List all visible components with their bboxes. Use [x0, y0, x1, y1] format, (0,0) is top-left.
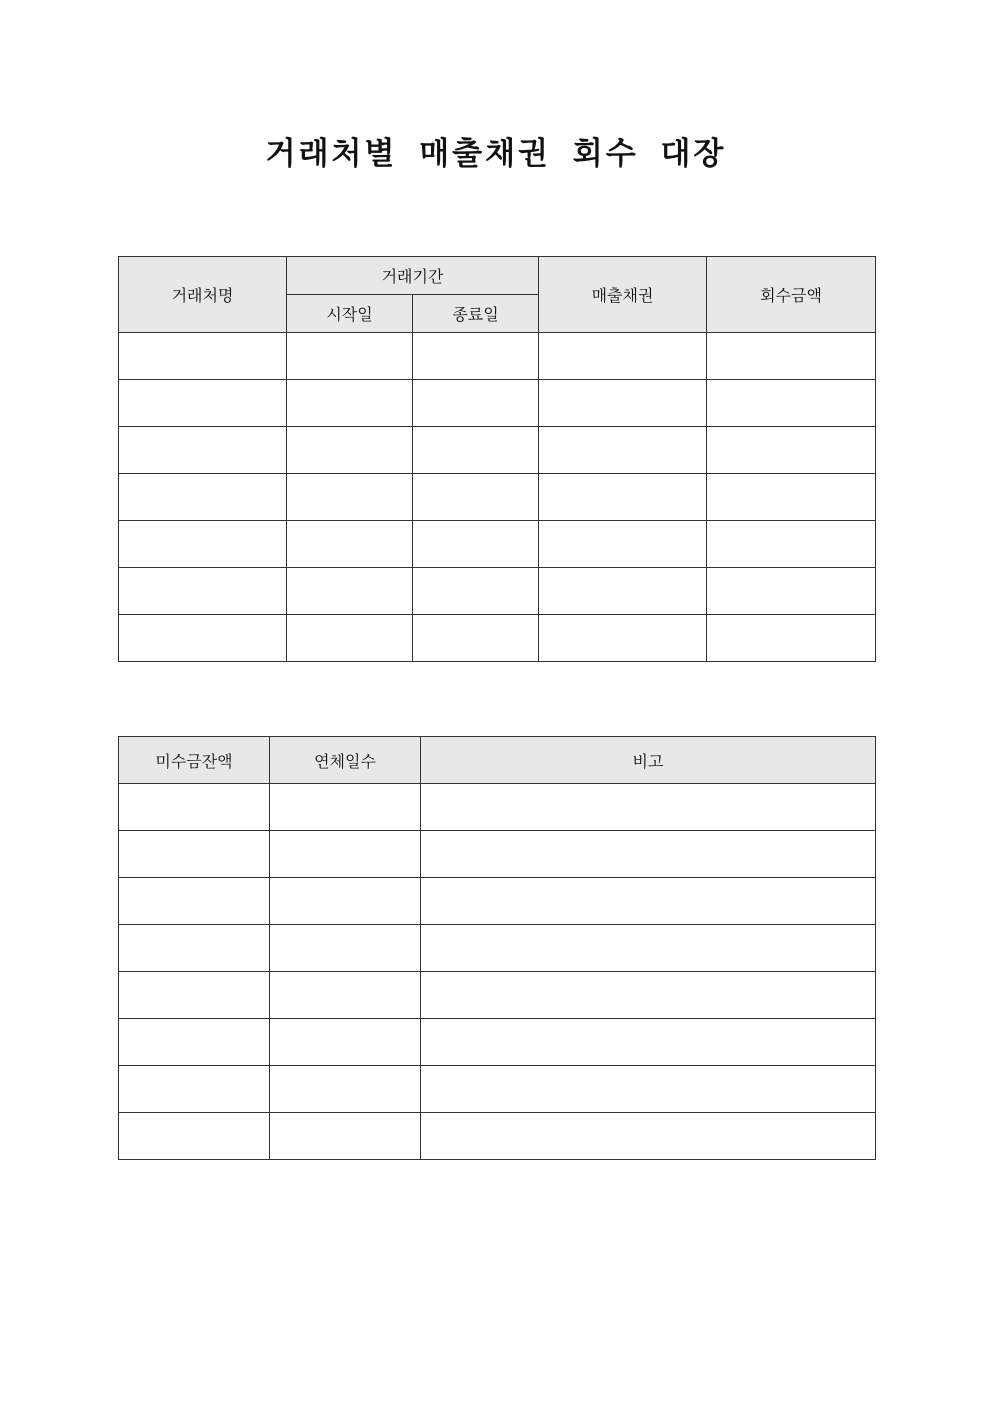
table-row	[119, 784, 876, 831]
remarks-cell[interactable]	[421, 1019, 876, 1066]
collected-amount-cell[interactable]	[707, 615, 876, 662]
receivables-table	[118, 256, 876, 662]
start-date-cell[interactable]	[287, 568, 413, 615]
table-row	[119, 521, 876, 568]
remarks-cell[interactable]	[421, 1066, 876, 1113]
collected-amount-cell[interactable]	[707, 380, 876, 427]
header-outstanding-balance: 미수금잔액	[119, 737, 270, 784]
overdue-days-cell[interactable]	[270, 925, 421, 972]
table-row	[119, 1066, 876, 1113]
overdue-days-cell[interactable]	[270, 972, 421, 1019]
client-name-cell[interactable]	[119, 474, 287, 521]
outstanding-balance-cell[interactable]	[119, 1066, 270, 1113]
client-name-cell[interactable]	[119, 380, 287, 427]
outstanding-balance-cell[interactable]	[119, 925, 270, 972]
header-collected-amount: 회수금액	[707, 257, 876, 333]
table-row	[119, 474, 876, 521]
outstanding-table	[118, 736, 876, 1160]
table-row	[119, 333, 876, 380]
document-title: 거래처별 매출채권 회수 대장	[265, 136, 727, 172]
table-row	[119, 380, 876, 427]
outstanding-balance-cell[interactable]	[119, 1019, 270, 1066]
header-overdue-days: 연체일수	[270, 737, 421, 784]
overdue-days-cell[interactable]	[270, 784, 421, 831]
start-date-cell[interactable]	[287, 615, 413, 662]
overdue-days-cell[interactable]	[270, 1066, 421, 1113]
end-date-cell[interactable]	[413, 380, 539, 427]
start-date-cell[interactable]	[287, 427, 413, 474]
table-row	[119, 878, 876, 925]
collected-amount-cell[interactable]	[707, 521, 876, 568]
client-name-cell[interactable]	[119, 521, 287, 568]
end-date-cell[interactable]	[413, 615, 539, 662]
start-date-cell[interactable]	[287, 333, 413, 380]
end-date-cell[interactable]	[413, 427, 539, 474]
outstanding-balance-cell[interactable]	[119, 831, 270, 878]
remarks-cell[interactable]	[421, 831, 876, 878]
overdue-days-cell[interactable]	[270, 831, 421, 878]
collected-amount-cell[interactable]	[707, 474, 876, 521]
client-name-cell[interactable]	[119, 568, 287, 615]
client-name-cell[interactable]	[119, 615, 287, 662]
end-date-cell[interactable]	[413, 333, 539, 380]
receivables-table-body	[119, 333, 876, 662]
header-client-name: 거래처명	[119, 257, 287, 333]
overdue-days-cell[interactable]	[270, 878, 421, 925]
table-row	[119, 1019, 876, 1066]
end-date-cell[interactable]	[413, 568, 539, 615]
table-row	[119, 972, 876, 1019]
receivable-cell[interactable]	[539, 521, 707, 568]
outstanding-balance-cell[interactable]	[119, 784, 270, 831]
end-date-cell[interactable]	[413, 474, 539, 521]
outstanding-table-body	[119, 784, 876, 1160]
table-row	[119, 568, 876, 615]
receivable-cell[interactable]	[539, 333, 707, 380]
collected-amount-cell[interactable]	[707, 568, 876, 615]
header-remarks: 비고	[421, 737, 876, 784]
remarks-cell[interactable]	[421, 878, 876, 925]
header-end-date: 종료일	[413, 295, 539, 333]
receivable-cell[interactable]	[539, 474, 707, 521]
receivable-cell[interactable]	[539, 427, 707, 474]
start-date-cell[interactable]	[287, 474, 413, 521]
table-row	[119, 615, 876, 662]
header-trade-period: 거래기간	[287, 257, 539, 295]
overdue-days-cell[interactable]	[270, 1019, 421, 1066]
remarks-cell[interactable]	[421, 1113, 876, 1160]
receivable-cell[interactable]	[539, 380, 707, 427]
table-row	[119, 1113, 876, 1160]
overdue-days-cell[interactable]	[270, 1113, 421, 1160]
client-name-cell[interactable]	[119, 427, 287, 474]
header-receivable: 매출채권	[539, 257, 707, 333]
start-date-cell[interactable]	[287, 521, 413, 568]
table-row	[119, 925, 876, 972]
receivable-cell[interactable]	[539, 568, 707, 615]
collected-amount-cell[interactable]	[707, 427, 876, 474]
outstanding-balance-cell[interactable]	[119, 1113, 270, 1160]
remarks-cell[interactable]	[421, 784, 876, 831]
start-date-cell[interactable]	[287, 380, 413, 427]
outstanding-balance-cell[interactable]	[119, 878, 270, 925]
receivable-cell[interactable]	[539, 615, 707, 662]
remarks-cell[interactable]	[421, 972, 876, 1019]
header-start-date: 시작일	[287, 295, 413, 333]
outstanding-balance-cell[interactable]	[119, 972, 270, 1019]
end-date-cell[interactable]	[413, 521, 539, 568]
client-name-cell[interactable]	[119, 333, 287, 380]
collected-amount-cell[interactable]	[707, 333, 876, 380]
table-row	[119, 831, 876, 878]
table-row	[119, 427, 876, 474]
remarks-cell[interactable]	[421, 925, 876, 972]
